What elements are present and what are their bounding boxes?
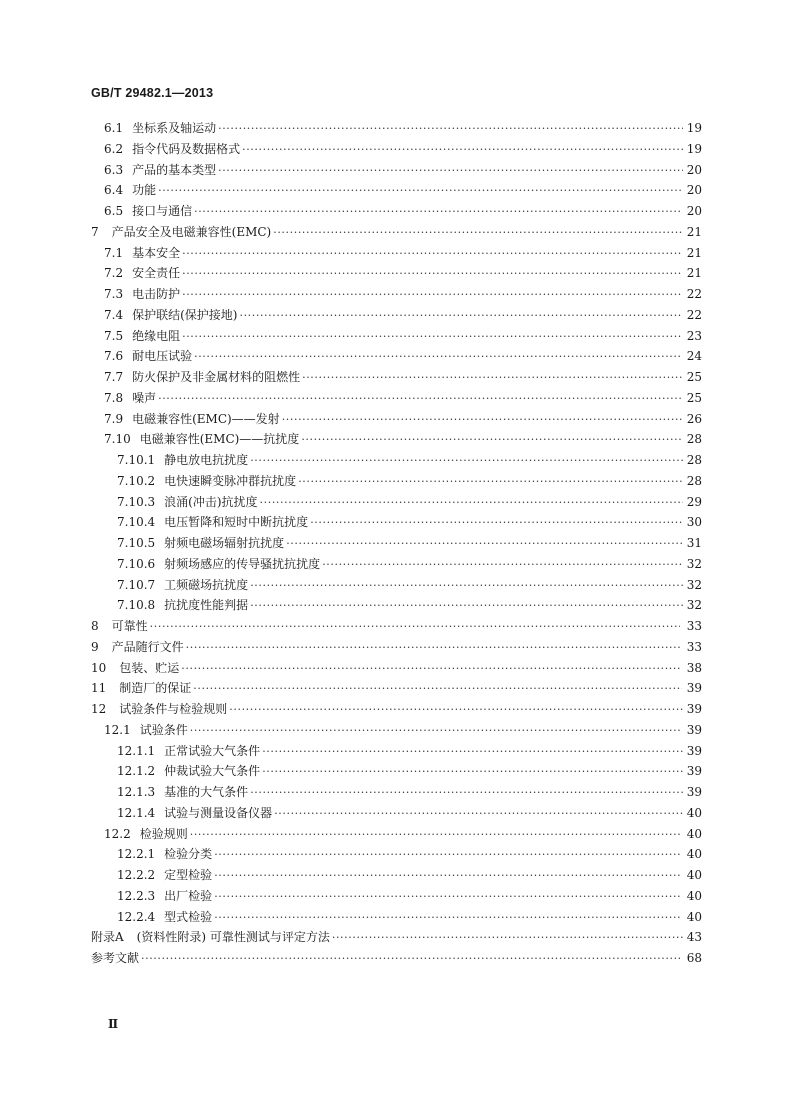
- toc-entry-number: 7.5: [104, 328, 124, 343]
- toc-entry-page: 32: [686, 598, 702, 613]
- toc-entry[interactable]: [0, 699, 792, 720]
- toc-entry-title: 试验条件: [139, 722, 188, 737]
- toc-entry[interactable]: [0, 201, 792, 222]
- toc-entry[interactable]: [0, 844, 792, 865]
- toc-entry-title: (资料性附录) 可靠性测试与评定方法: [136, 930, 330, 945]
- toc-leader-dots: [332, 928, 683, 949]
- toc-entry-title: 射频电磁场辐射抗扰度: [164, 536, 285, 550]
- toc-entry-title: 试验与测量设备仪器: [164, 805, 273, 820]
- toc-leader-dots: [190, 825, 682, 846]
- toc-entry[interactable]: [0, 907, 792, 928]
- toc-entry-page: 28: [686, 432, 702, 447]
- toc-entry[interactable]: [0, 367, 792, 388]
- toc-entry[interactable]: [0, 388, 792, 409]
- toc-entry-number: 12.1.1: [117, 743, 156, 758]
- toc-entry-page: 20: [686, 162, 702, 177]
- toc-entry-page: 28: [686, 453, 702, 467]
- toc-entry-title: 防火保护及非金属材料的阻燃性: [132, 370, 301, 384]
- toc-entry[interactable]: [0, 782, 792, 803]
- toc-entry-title: 电快速瞬变脉冲群抗扰度: [164, 473, 297, 488]
- toc-entry-number: 7.6: [104, 349, 124, 364]
- toc-leader-dots: [186, 638, 682, 659]
- toc-entry-number: 12.1.2: [117, 764, 156, 779]
- toc-entry-page: 28: [686, 473, 702, 488]
- toc-entry-title: 包装、贮运: [119, 660, 180, 675]
- toc-entry[interactable]: [0, 761, 792, 782]
- toc-entry-page: 19: [686, 141, 702, 156]
- toc-entry-page: 31: [686, 536, 702, 550]
- toc-entry-page: 20: [686, 204, 702, 218]
- toc-entry-page: 21: [686, 245, 702, 260]
- toc-leader-dots: [193, 679, 681, 700]
- toc-entry[interactable]: [0, 533, 792, 554]
- toc-entry-title: 静电放电抗扰度: [164, 453, 249, 467]
- toc-entry-page: 39: [686, 743, 702, 758]
- toc-entry-title: 接口与通信: [132, 204, 193, 218]
- toc-entry-number: 7.3: [104, 287, 124, 301]
- toc-entry-page: 22: [686, 287, 702, 301]
- toc-entry-page: 21: [686, 224, 702, 239]
- toc-entry-page: 40: [686, 847, 702, 862]
- toc-leader-dots: [182, 285, 681, 306]
- toc-entry-number: 11: [91, 681, 107, 696]
- toc-entry[interactable]: [0, 118, 792, 139]
- document-header: GB/T 29482.1—2013: [91, 86, 214, 100]
- toc-leader-dots: [158, 181, 680, 202]
- toc-leader-dots: [214, 908, 682, 929]
- toc-entry-number: 附录A: [91, 930, 124, 945]
- toc-entry[interactable]: [0, 803, 792, 824]
- toc-entry-title: 型式检验: [164, 909, 213, 924]
- toc-entry-page: 39: [686, 764, 702, 779]
- toc-leader-dots: [150, 617, 681, 638]
- toc-entry-page: 26: [686, 411, 702, 426]
- toc-entry-number: 9: [91, 639, 99, 654]
- toc-entry[interactable]: [0, 326, 792, 347]
- toc-entry[interactable]: [0, 180, 792, 201]
- toc-entry-page: 25: [686, 390, 702, 405]
- toc-entry-title: 浪涌(冲击)抗扰度: [164, 494, 258, 509]
- toc-entry-title: 检验规则: [139, 826, 188, 841]
- toc-leader-dots: [301, 430, 682, 451]
- page-number: Ⅱ: [108, 1017, 119, 1031]
- toc-leader-dots: [242, 140, 683, 161]
- toc-entry-number: 7.2: [104, 266, 124, 281]
- toc-entry-page: 33: [686, 639, 702, 654]
- toc-entry-number: 7.10.2: [117, 473, 156, 488]
- toc-entry-number: 12.2.2: [117, 868, 156, 882]
- toc-entry[interactable]: [0, 346, 792, 367]
- toc-entry-number: 7.10.4: [117, 515, 156, 530]
- toc-entry[interactable]: [0, 492, 792, 513]
- toc-entry-number: 7.8: [104, 390, 124, 405]
- toc-leader-dots: [218, 119, 682, 140]
- toc-leader-dots: [182, 244, 681, 265]
- toc-entry-number: 7.7: [104, 370, 124, 384]
- toc-entry[interactable]: [0, 865, 792, 886]
- toc-entry[interactable]: [0, 948, 792, 969]
- toc-entry-page: 38: [686, 660, 702, 675]
- toc-entry-number: 7.10.1: [117, 453, 156, 467]
- toc-entry-title: 仲裁试验大气条件: [164, 764, 261, 779]
- toc-entry[interactable]: [0, 637, 792, 658]
- toc-entry-number: 6.3: [104, 162, 124, 177]
- toc-entry-number: 参考文献: [91, 951, 140, 965]
- toc-entry-page: 39: [686, 702, 702, 716]
- toc-entry-number: 10: [91, 660, 107, 675]
- toc-entry-number: 7.9: [104, 411, 124, 426]
- toc-leader-dots: [262, 762, 683, 783]
- toc-leader-dots: [239, 306, 682, 327]
- toc-entry-page: 39: [686, 722, 702, 737]
- toc-leader-dots: [182, 327, 681, 348]
- toc-entry[interactable]: [0, 305, 792, 326]
- toc-entry-page: 21: [686, 266, 702, 281]
- toc-entry-page: 32: [686, 577, 702, 592]
- toc-entry[interactable]: [0, 741, 792, 762]
- toc-leader-dots: [250, 576, 683, 597]
- toc-entry-title: 定型检验: [164, 868, 213, 882]
- toc-entry-title: 安全责任: [132, 266, 181, 281]
- toc-leader-dots: [194, 347, 682, 368]
- toc-entry-number: 6.5: [104, 204, 124, 218]
- toc-leader-dots: [141, 949, 680, 970]
- toc-entry-number: 7.1: [104, 245, 124, 260]
- toc-entry-title: 可靠性: [111, 619, 148, 633]
- toc-leader-dots: [322, 555, 683, 576]
- toc-entry[interactable]: [0, 720, 792, 741]
- toc-entry[interactable]: [0, 139, 792, 160]
- toc-leader-dots: [250, 783, 683, 804]
- toc-entry-page: 40: [686, 805, 702, 820]
- toc-entry[interactable]: [0, 222, 792, 243]
- toc-entry-title: 正常试验大气条件: [164, 743, 261, 758]
- toc-leader-dots: [286, 534, 683, 555]
- toc-leader-dots: [218, 161, 682, 182]
- toc-entry-title: 检验分类: [164, 847, 213, 862]
- table-of-contents: [0, 118, 792, 969]
- toc-entry-page: 32: [686, 556, 702, 571]
- toc-entry-number: 7.10.3: [117, 494, 156, 509]
- toc-leader-dots: [273, 223, 682, 244]
- toc-leader-dots: [214, 866, 682, 887]
- toc-entry-title: 电磁兼容性(EMC)——发射: [132, 411, 280, 426]
- toc-entry-page: 30: [686, 515, 702, 530]
- toc-leader-dots: [250, 596, 683, 617]
- toc-entry-page: 23: [686, 328, 702, 343]
- toc-entry-number: 7.10: [104, 432, 131, 447]
- toc-entry-title: 出厂检验: [164, 888, 213, 903]
- toc-leader-dots: [262, 742, 683, 763]
- toc-leader-dots: [158, 389, 680, 410]
- toc-entry-title: 绝缘电阻: [132, 328, 181, 343]
- toc-entry-title: 产品安全及电磁兼容性(EMC): [111, 224, 272, 239]
- toc-entry[interactable]: [0, 512, 792, 533]
- toc-entry[interactable]: [0, 160, 792, 181]
- toc-entry[interactable]: [0, 471, 792, 492]
- toc-entry-page: 22: [686, 307, 702, 322]
- toc-leader-dots: [194, 202, 682, 223]
- toc-entry-number: 7: [91, 224, 99, 239]
- toc-entry-number: 12.1.3: [117, 785, 156, 799]
- toc-entry-number: 8: [91, 619, 99, 633]
- toc-entry-page: 19: [686, 121, 702, 135]
- toc-entry-page: 43: [686, 930, 702, 945]
- toc-entry-page: 40: [686, 888, 702, 903]
- toc-leader-dots: [250, 451, 683, 472]
- toc-entry[interactable]: [0, 595, 792, 616]
- toc-entry-title: 电击防护: [132, 287, 181, 301]
- toc-entry-number: 6.2: [104, 141, 124, 156]
- toc-entry-number: 12.2: [104, 826, 131, 841]
- toc-entry-page: 40: [686, 909, 702, 924]
- toc-entry-title: 工频磁场抗扰度: [164, 577, 249, 592]
- toc-leader-dots: [282, 410, 683, 431]
- toc-entry-number: 7.10.8: [117, 598, 156, 613]
- toc-entry-number: 7.10.7: [117, 577, 156, 592]
- toc-entry-number: 7.10.6: [117, 556, 156, 571]
- toc-entry[interactable]: [0, 243, 792, 264]
- toc-entry-title: 基准的大气条件: [164, 785, 249, 799]
- toc-entry[interactable]: [0, 927, 792, 948]
- toc-entry-number: 6.1: [104, 121, 124, 135]
- toc-entry[interactable]: [0, 554, 792, 575]
- toc-entry[interactable]: [0, 575, 792, 596]
- toc-entry-page: 20: [686, 183, 702, 198]
- toc-entry-title: 电磁兼容性(EMC)——抗扰度: [139, 432, 300, 447]
- toc-entry-page: 24: [686, 349, 702, 364]
- toc-entry-page: 25: [686, 370, 702, 384]
- toc-entry-page: 33: [686, 619, 702, 633]
- toc-entry-title: 射频场感应的传导骚扰抗扰度: [164, 556, 321, 571]
- toc-entry-title: 功能: [132, 183, 157, 198]
- toc-entry[interactable]: [0, 678, 792, 699]
- toc-entry-number: 7.10.5: [117, 536, 156, 550]
- toc-entry-page: 40: [686, 868, 702, 882]
- toc-entry-page: 40: [686, 826, 702, 841]
- toc-entry-title: 指令代码及数据格式: [132, 141, 241, 156]
- toc-entry[interactable]: [0, 886, 792, 907]
- toc-leader-dots: [298, 472, 683, 493]
- toc-leader-dots: [181, 659, 681, 680]
- toc-entry-page: 68: [686, 951, 702, 965]
- toc-leader-dots: [302, 368, 683, 389]
- toc-entry-title: 电压暂降和短时中断抗扰度: [164, 515, 309, 530]
- toc-entry-number: 12.2.4: [117, 909, 156, 924]
- toc-leader-dots: [260, 493, 683, 514]
- toc-entry-title: 制造厂的保证: [119, 681, 192, 696]
- toc-entry-title: 坐标系及轴运动: [132, 121, 217, 135]
- toc-leader-dots: [182, 264, 681, 285]
- toc-entry-number: 12.1.4: [117, 805, 156, 820]
- toc-entry-number: 12.1: [104, 722, 131, 737]
- toc-entry-title: 保护联结(保护接地): [132, 307, 238, 322]
- toc-leader-dots: [310, 513, 683, 534]
- toc-entry-number: 6.4: [104, 183, 124, 198]
- toc-leader-dots: [190, 721, 682, 742]
- toc-entry-number: 12: [91, 702, 107, 716]
- toc-entry[interactable]: [0, 658, 792, 679]
- toc-entry[interactable]: [0, 429, 792, 450]
- toc-entry-title: 抗扰度性能判据: [164, 598, 249, 613]
- toc-leader-dots: [229, 700, 682, 721]
- toc-entry-title: 耐电压试验: [132, 349, 193, 364]
- toc-entry-page: 39: [686, 681, 702, 696]
- toc-entry[interactable]: [0, 824, 792, 845]
- toc-leader-dots: [214, 845, 682, 866]
- toc-entry-title: 试验条件与检验规则: [119, 702, 228, 716]
- toc-entry-title: 产品随行文件: [111, 639, 184, 654]
- toc-entry[interactable]: [0, 409, 792, 430]
- toc-entry[interactable]: [0, 263, 792, 284]
- toc-entry[interactable]: [0, 284, 792, 305]
- toc-entry-page: 39: [686, 785, 702, 799]
- toc-entry-title: 基本安全: [132, 245, 181, 260]
- toc-entry[interactable]: [0, 450, 792, 471]
- toc-entry-number: 12.2.1: [117, 847, 156, 862]
- toc-entry-title: 产品的基本类型: [132, 162, 217, 177]
- toc-leader-dots: [214, 887, 682, 908]
- toc-leader-dots: [274, 804, 683, 825]
- toc-entry-number: 12.2.3: [117, 888, 156, 903]
- toc-entry[interactable]: [0, 616, 792, 637]
- toc-entry-number: 7.4: [104, 307, 124, 322]
- toc-entry-title: 噪声: [132, 390, 157, 405]
- toc-entry-page: 29: [686, 494, 702, 509]
